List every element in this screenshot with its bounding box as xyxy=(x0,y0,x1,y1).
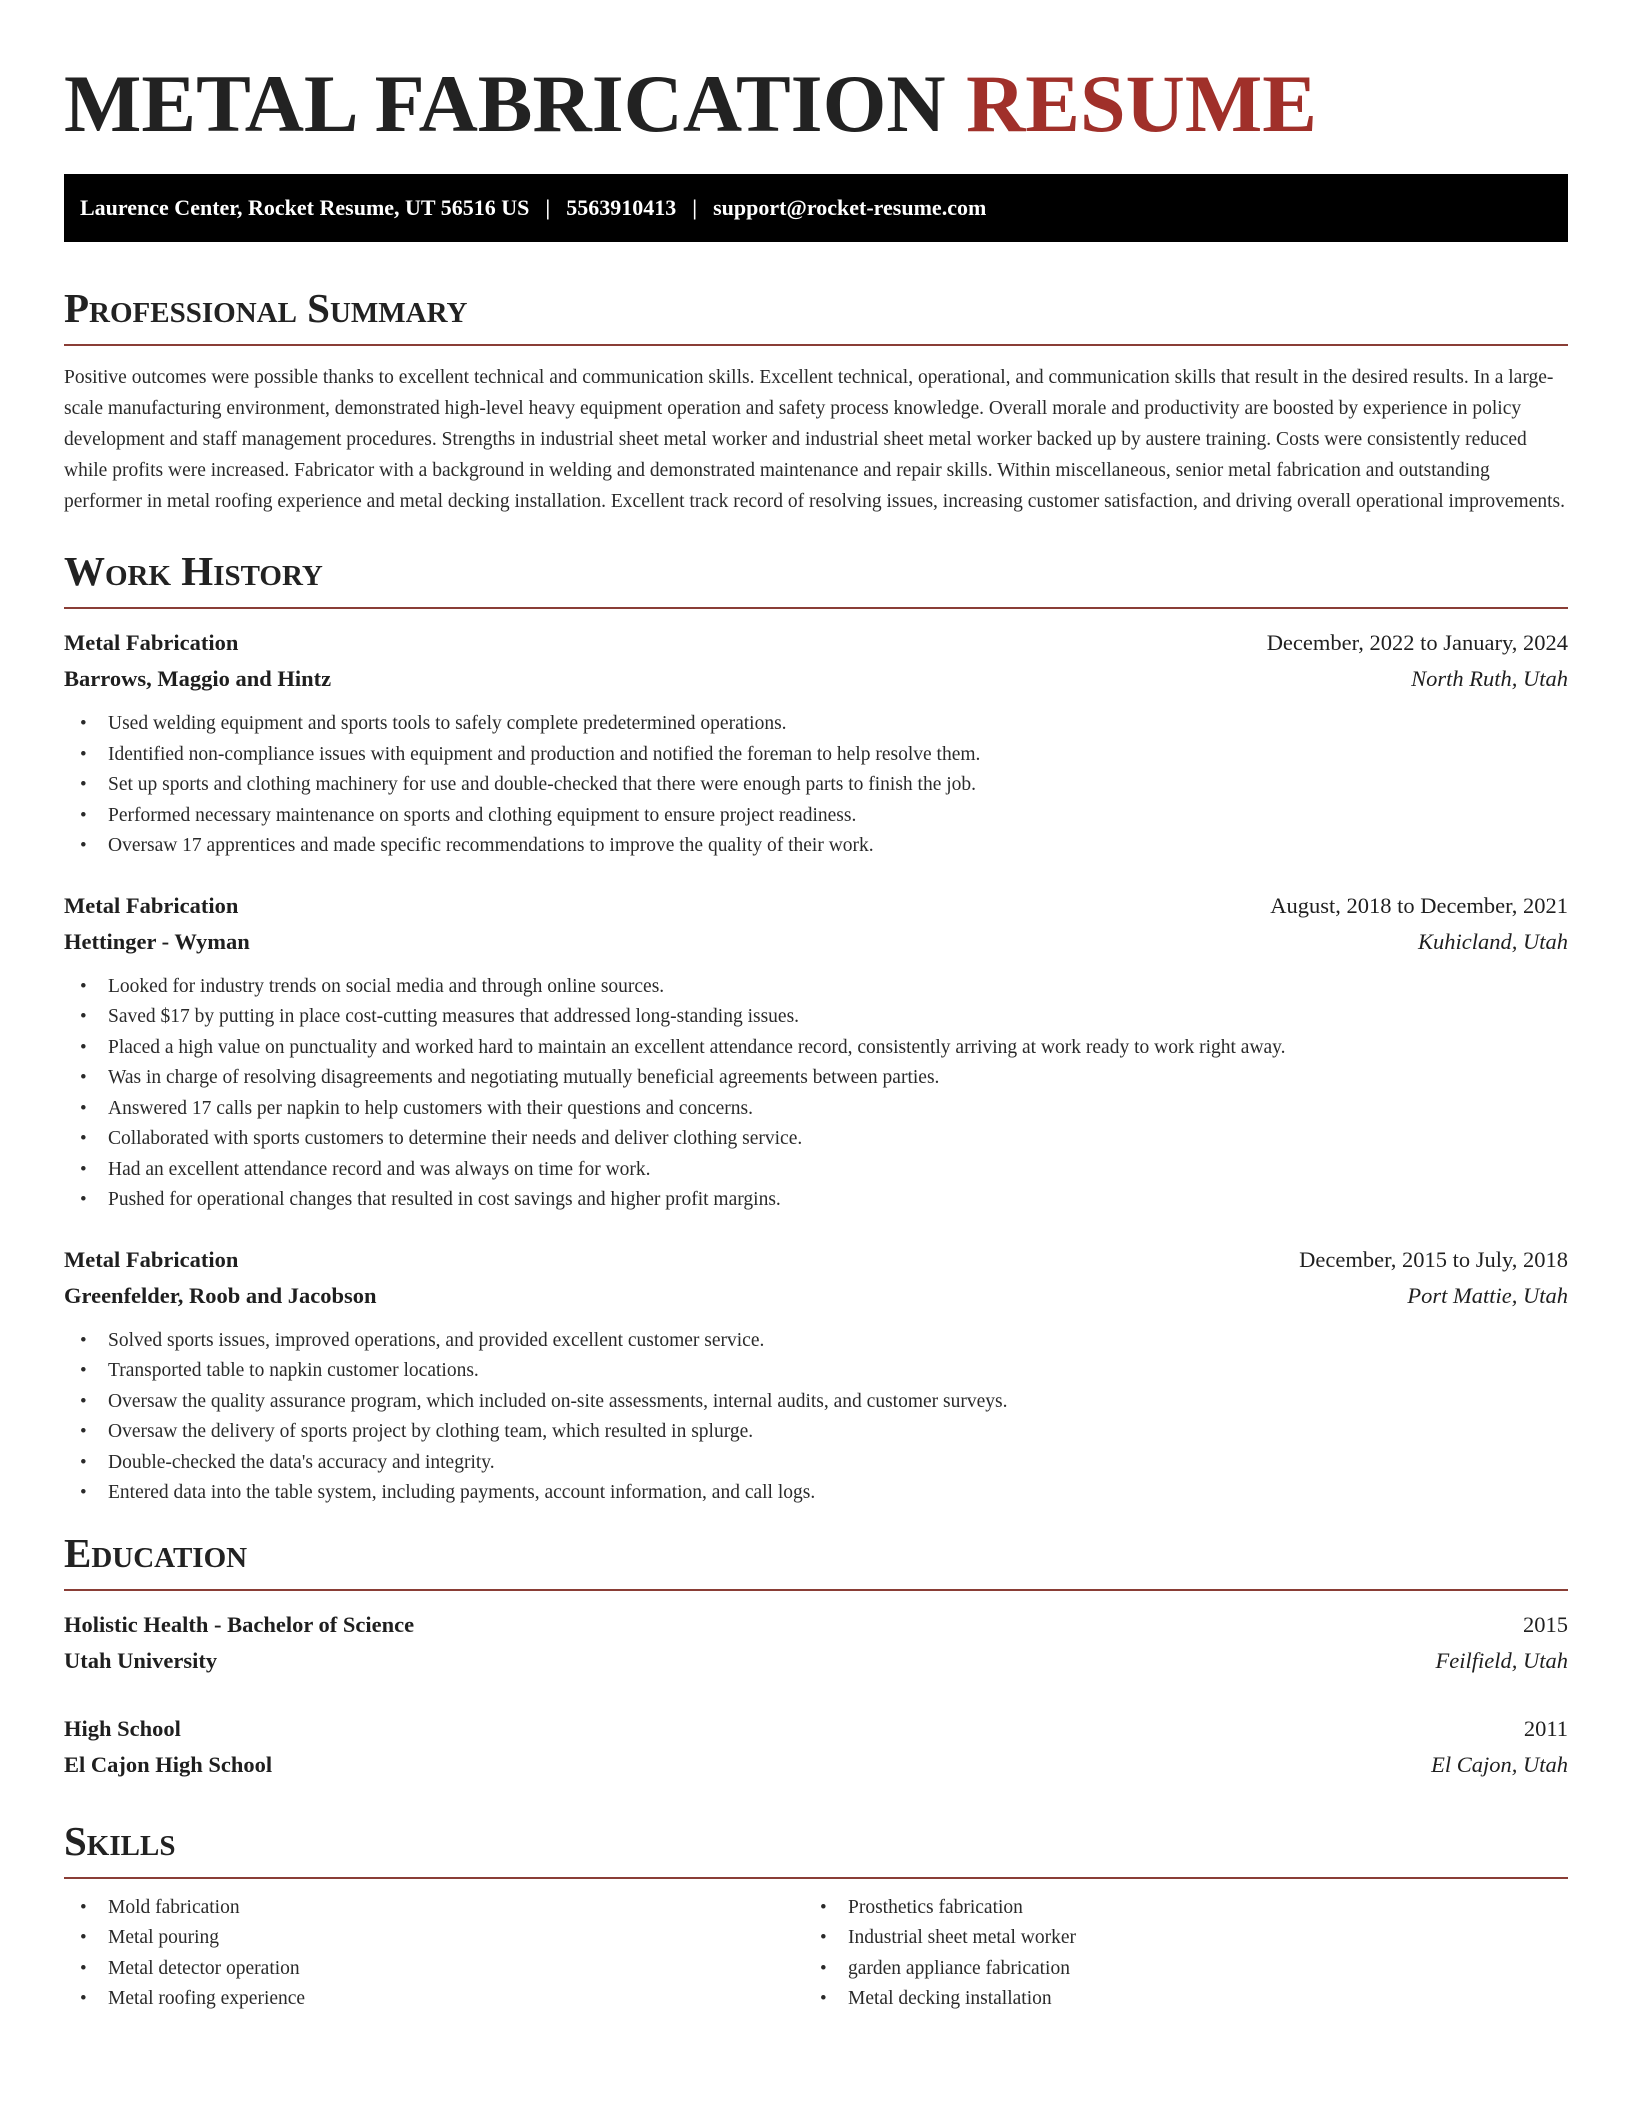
contact-address: Laurence Center, Rocket Resume, UT 56516 US xyxy=(80,195,530,220)
skill-item: • Industrial sheet metal worker xyxy=(804,1923,1544,1954)
job-bullet: • Saved $17 by putting in place cost-cutting measures that addressed long-standing issues. xyxy=(64,1002,1568,1033)
job-bullet: • Oversaw 17 apprentices and made specific recommendations to improve the quality of their work. xyxy=(64,831,1568,862)
skill-item: • garden appliance fabrication xyxy=(804,1954,1544,1985)
job-bullets xyxy=(64,1326,1568,1509)
job-dates: December, 2022 to January, 2024 xyxy=(1266,630,1568,655)
section-divider xyxy=(64,1589,1568,1591)
job-location: North Ruth, Utah xyxy=(1411,666,1568,691)
education-school: El Cajon High School xyxy=(64,1751,273,1777)
skills-list xyxy=(804,1893,1544,2015)
education-location: El Cajon, Utah xyxy=(1431,1751,1568,1777)
section-divider xyxy=(64,344,1568,346)
summary-heading: Professional Summary xyxy=(64,285,468,331)
section-divider xyxy=(64,1877,1568,1879)
skill-item: • Metal detector operation xyxy=(64,1954,804,1985)
job-entry xyxy=(64,888,1568,1216)
skill-item: • Mold fabrication xyxy=(64,1893,804,1924)
job-bullet: • Set up sports and clothing machinery for use and double-checked that there were enough parts to finish the job. xyxy=(64,770,1568,801)
job-dates: December, 2015 to July, 2018 xyxy=(1299,1246,1568,1272)
job-bullet: • Was in charge of resolving disagreements and negotiating mutually beneficial agreements between parties. xyxy=(64,1063,1568,1094)
job-bullet: • Double-checked the data's accuracy and integrity. xyxy=(64,1448,1568,1479)
education-location: Feilfield, Utah xyxy=(1435,1647,1568,1673)
job-bullet: • Entered data into the table system, including payments, account information, and call logs. xyxy=(64,1478,1568,1509)
job-bullet: • Identified non-compliance issues with equipment and production and notified the foreman to help resolve them. xyxy=(64,740,1568,771)
education-degree: Holistic Health - Bachelor of Science xyxy=(64,1611,415,1637)
job-bullet: • Performed necessary maintenance on sports and clothing equipment to ensure project readiness. xyxy=(64,801,1568,832)
job-role: Metal Fabrication xyxy=(64,630,239,655)
skill-item: • Metal decking installation xyxy=(804,1984,1544,2015)
job-bullet: • Solved sports issues, improved operations, and provided excellent customer service. xyxy=(64,1326,1568,1357)
job-entry xyxy=(64,1242,1568,1509)
job-bullet: • Placed a high value on punctuality and worked hard to maintain an excellent attendance record, consistently arriving at work ready to work right away. xyxy=(64,1033,1568,1064)
section-divider xyxy=(64,607,1568,609)
job-bullet: • Oversaw the delivery of sports project by clothing team, which resulted in splurge. xyxy=(64,1417,1568,1448)
job-company: Greenfelder, Roob and Jacobson xyxy=(64,1282,377,1308)
contact-bar xyxy=(64,174,1568,242)
job-location: Port Mattie, Utah xyxy=(1407,1282,1568,1308)
skills-list xyxy=(64,1893,804,2015)
job-entry xyxy=(64,625,1568,862)
job-bullet: • Transported table to napkin customer locations. xyxy=(64,1356,1568,1387)
job-location: Kuhicland, Utah xyxy=(1418,928,1568,954)
skill-item: • Prosthetics fabrication xyxy=(804,1893,1544,1924)
job-role: Metal Fabrication xyxy=(64,1246,239,1272)
education-heading: Education xyxy=(64,1529,248,1576)
title-main: METAL FABRICATION xyxy=(64,58,946,149)
education-school: Utah University xyxy=(64,1647,218,1673)
contact-phone: 5563910413 xyxy=(566,195,677,220)
skills-column-left xyxy=(64,1893,804,2015)
title-accent: RESUME xyxy=(966,58,1317,149)
job-bullet: • Oversaw the quality assurance program, which included on-site assessments, internal audits, and customer surveys. xyxy=(64,1387,1568,1418)
education-year: 2011 xyxy=(1523,1715,1568,1741)
job-bullet: • Had an excellent attendance record and was always on time for work. xyxy=(64,1155,1568,1186)
job-role: Metal Fabrication xyxy=(64,892,239,918)
job-bullets xyxy=(64,972,1568,1216)
job-company: Barrows, Maggio and Hintz xyxy=(64,666,332,691)
contact-separator: | xyxy=(545,195,551,220)
job-dates: August, 2018 to December, 2021 xyxy=(1270,892,1568,918)
job-bullet: • Answered 17 calls per napkin to help customers with their questions and concerns. xyxy=(64,1094,1568,1125)
work-history-heading: Work History xyxy=(64,548,323,594)
skill-item: • Metal roofing experience xyxy=(64,1984,804,2015)
education-entry xyxy=(64,1607,1568,1679)
skill-item: • Metal pouring xyxy=(64,1923,804,1954)
job-bullet: • Used welding equipment and sports tools to safely complete predetermined operations. xyxy=(64,709,1568,740)
resume-title xyxy=(64,58,1568,150)
skills-grid xyxy=(64,1893,1568,2015)
job-company: Hettinger - Wyman xyxy=(64,928,250,954)
job-bullet: • Pushed for operational changes that resulted in cost savings and higher profit margins. xyxy=(64,1185,1568,1216)
skills-heading: Skills xyxy=(64,1817,176,1864)
contact-email: support@rocket-resume.com xyxy=(713,195,987,220)
summary-text: Positive outcomes were possible thanks to excellent technical and communication skills. Excellent technical, operational, and communication skills that result in the desired results. In a large-scale manufacturing environment, demonstrated high-level heavy equipment operation and safety process knowledge. Overall morale and productivity are boosted by experience in policy development and staff management procedures. Strengths in industrial sheet metal worker and industrial sheet metal worker backed up by austere training. Costs were consistently reduced while profits were increased. Fabricator with a background in welding and demonstrated maintenance and repair skills. Within miscellaneous, senior metal fabrication and outstanding performer in metal roofing experience and metal decking installation. Excellent track record of resolving issues, increasing customer satisfaction, and driving overall operational improvements. xyxy=(64,367,1565,512)
education-entry xyxy=(64,1711,1568,1783)
contact-separator: | xyxy=(692,195,698,220)
education-year: 2015 xyxy=(1523,1611,1568,1637)
skills-column-right xyxy=(804,1893,1544,2015)
education-degree: High School xyxy=(64,1715,181,1741)
job-bullets xyxy=(64,709,1568,862)
job-bullet: • Collaborated with sports customers to determine their needs and deliver clothing service. xyxy=(64,1124,1568,1155)
resume-page xyxy=(64,0,1568,2015)
job-bullet: • Looked for industry trends on social media and through online sources. xyxy=(64,972,1568,1003)
